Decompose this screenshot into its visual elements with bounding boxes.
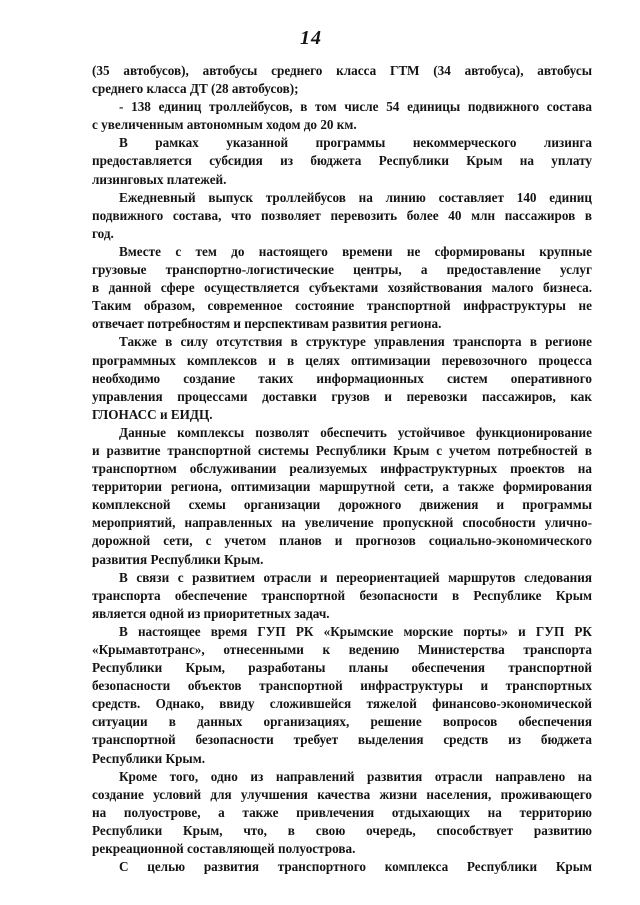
paragraph — [92, 333, 592, 423]
text-line: транспортном обслуживании реализуемых инфраструктурных проектов на — [92, 461, 592, 477]
paragraph — [92, 62, 592, 98]
text-line: В рамках указанной программы некоммерческого лизинга — [119, 135, 592, 151]
text-line: предоставляется субсидия из бюджета Республики Крым на уплату — [92, 153, 592, 169]
paragraph — [92, 98, 592, 134]
text-line: территории региона, оптимизации маршрутной сети, а также формирования — [92, 479, 592, 495]
text-line: развития Республики Крым. — [92, 551, 264, 567]
paragraph — [92, 189, 592, 243]
text-line: Кроме того, одно из направлений развития отрасли направлено на — [119, 768, 592, 784]
text-line: В настоящее время ГУП РК «Крымские морские порты» и ГУП РК — [119, 623, 592, 639]
paragraph — [92, 134, 592, 188]
text-line: транспортной безопасности требует выделения средств из бюджета — [92, 732, 592, 748]
text-line: (35 автобусов), автобусы среднего класса ГТМ (34 автобуса), автобусы — [92, 63, 592, 78]
text-line: среднего класса ДТ (28 автобусов); — [92, 81, 299, 97]
text-line: В связи с развитием отрасли и переориентацией маршрутов следования — [119, 569, 592, 585]
text-line: является одной из приоритетных задач. — [92, 605, 330, 621]
text-line: лизинговых платежей. — [92, 171, 227, 187]
text-line: год. — [92, 225, 114, 241]
text-line: Также в силу отсутствия в структуре управления транспорта в регионе — [119, 334, 592, 350]
text-line: Республики Крым, разработаны планы обеспечения транспортной — [92, 660, 592, 676]
text-line: грузовые транспортно-логистические центры, а предоставление услуг — [92, 262, 592, 278]
paragraph — [92, 569, 592, 623]
text-line: создание условий для улучшения качества жизни населения, проживающего — [92, 786, 592, 802]
text-line: Республики Крым, что, в свою очередь, способствует развитию — [92, 822, 592, 838]
text-line: необходимо создание таких информационных систем оперативного — [92, 370, 592, 386]
text-line: дорожной сети, с учетом планов и прогнозов социально-экономического — [92, 533, 592, 549]
text-line: ситуации в данных организациях, решение вопросов обеспечения — [92, 714, 592, 730]
text-line: и развитие транспортной системы Республики Крым с учетом потребностей в — [92, 442, 592, 458]
text-line: подвижного состава, что позволяет перевозить более 40 млн пассажиров в — [92, 207, 592, 223]
text-line: Республики Крым. — [92, 750, 205, 766]
text-line: в данной сфере осуществляется субъектами хозяйствования малого бизнеса. — [92, 280, 592, 296]
text-line: Данные комплексы позволят обеспечить устойчивое функционирование — [119, 424, 592, 440]
page-number: 14 — [300, 27, 322, 49]
text-line: С целью развития транспортного комплекса Республики Крым — [119, 859, 592, 875]
paragraph — [92, 243, 592, 333]
text-line: ГЛОНАСС и ЕИДЦ. — [92, 406, 213, 422]
text-line: транспорта обеспечение транспортной безопасности в Республике Крым — [92, 587, 592, 603]
paragraph — [92, 858, 592, 876]
paragraph — [92, 623, 592, 768]
text-line: Вместе с тем до настоящего времени не сформированы крупные — [119, 243, 592, 259]
text-line: отвечает потребностям и перспективам развития региона. — [92, 316, 442, 332]
paragraph — [92, 768, 592, 858]
text-line: безопасности объектов транспортной инфраструктуры и транспортных — [92, 678, 592, 694]
text-line: программных комплексов и в целях оптимизации перевозочного процесса — [92, 352, 592, 368]
text-line: Таким образом, современное состояние транспортной инфраструктуры не — [92, 298, 592, 314]
text-line: средств. Однако, ввиду сложившейся тяжелой финансово-экономической — [92, 696, 592, 712]
paragraph — [92, 424, 592, 569]
text-line: комплексной схемы организации дорожного движения и программы — [92, 497, 592, 513]
document-body — [92, 62, 592, 876]
text-line: - 138 единиц троллейбусов, в том числе 54 единицы подвижного состава — [119, 99, 592, 115]
text-line: рекреационной составляющей полуострова. — [92, 841, 356, 857]
text-line: на полуострове, а также привлечения отдыхающих на территорию — [92, 804, 592, 820]
text-line: с увеличенным автономным ходом до 20 км. — [92, 117, 357, 133]
text-line: мероприятий, направленных на увеличение пропускной способности улично- — [92, 515, 592, 531]
text-line: «Крымавтотранс», отнесенными к ведению Министерства транспорта — [92, 642, 592, 657]
text-line: Ежедневный выпуск троллейбусов на линию составляет 140 единиц — [119, 189, 592, 205]
text-line: управления процессами доставки грузов и перевозки пассажиров, как — [92, 388, 592, 404]
